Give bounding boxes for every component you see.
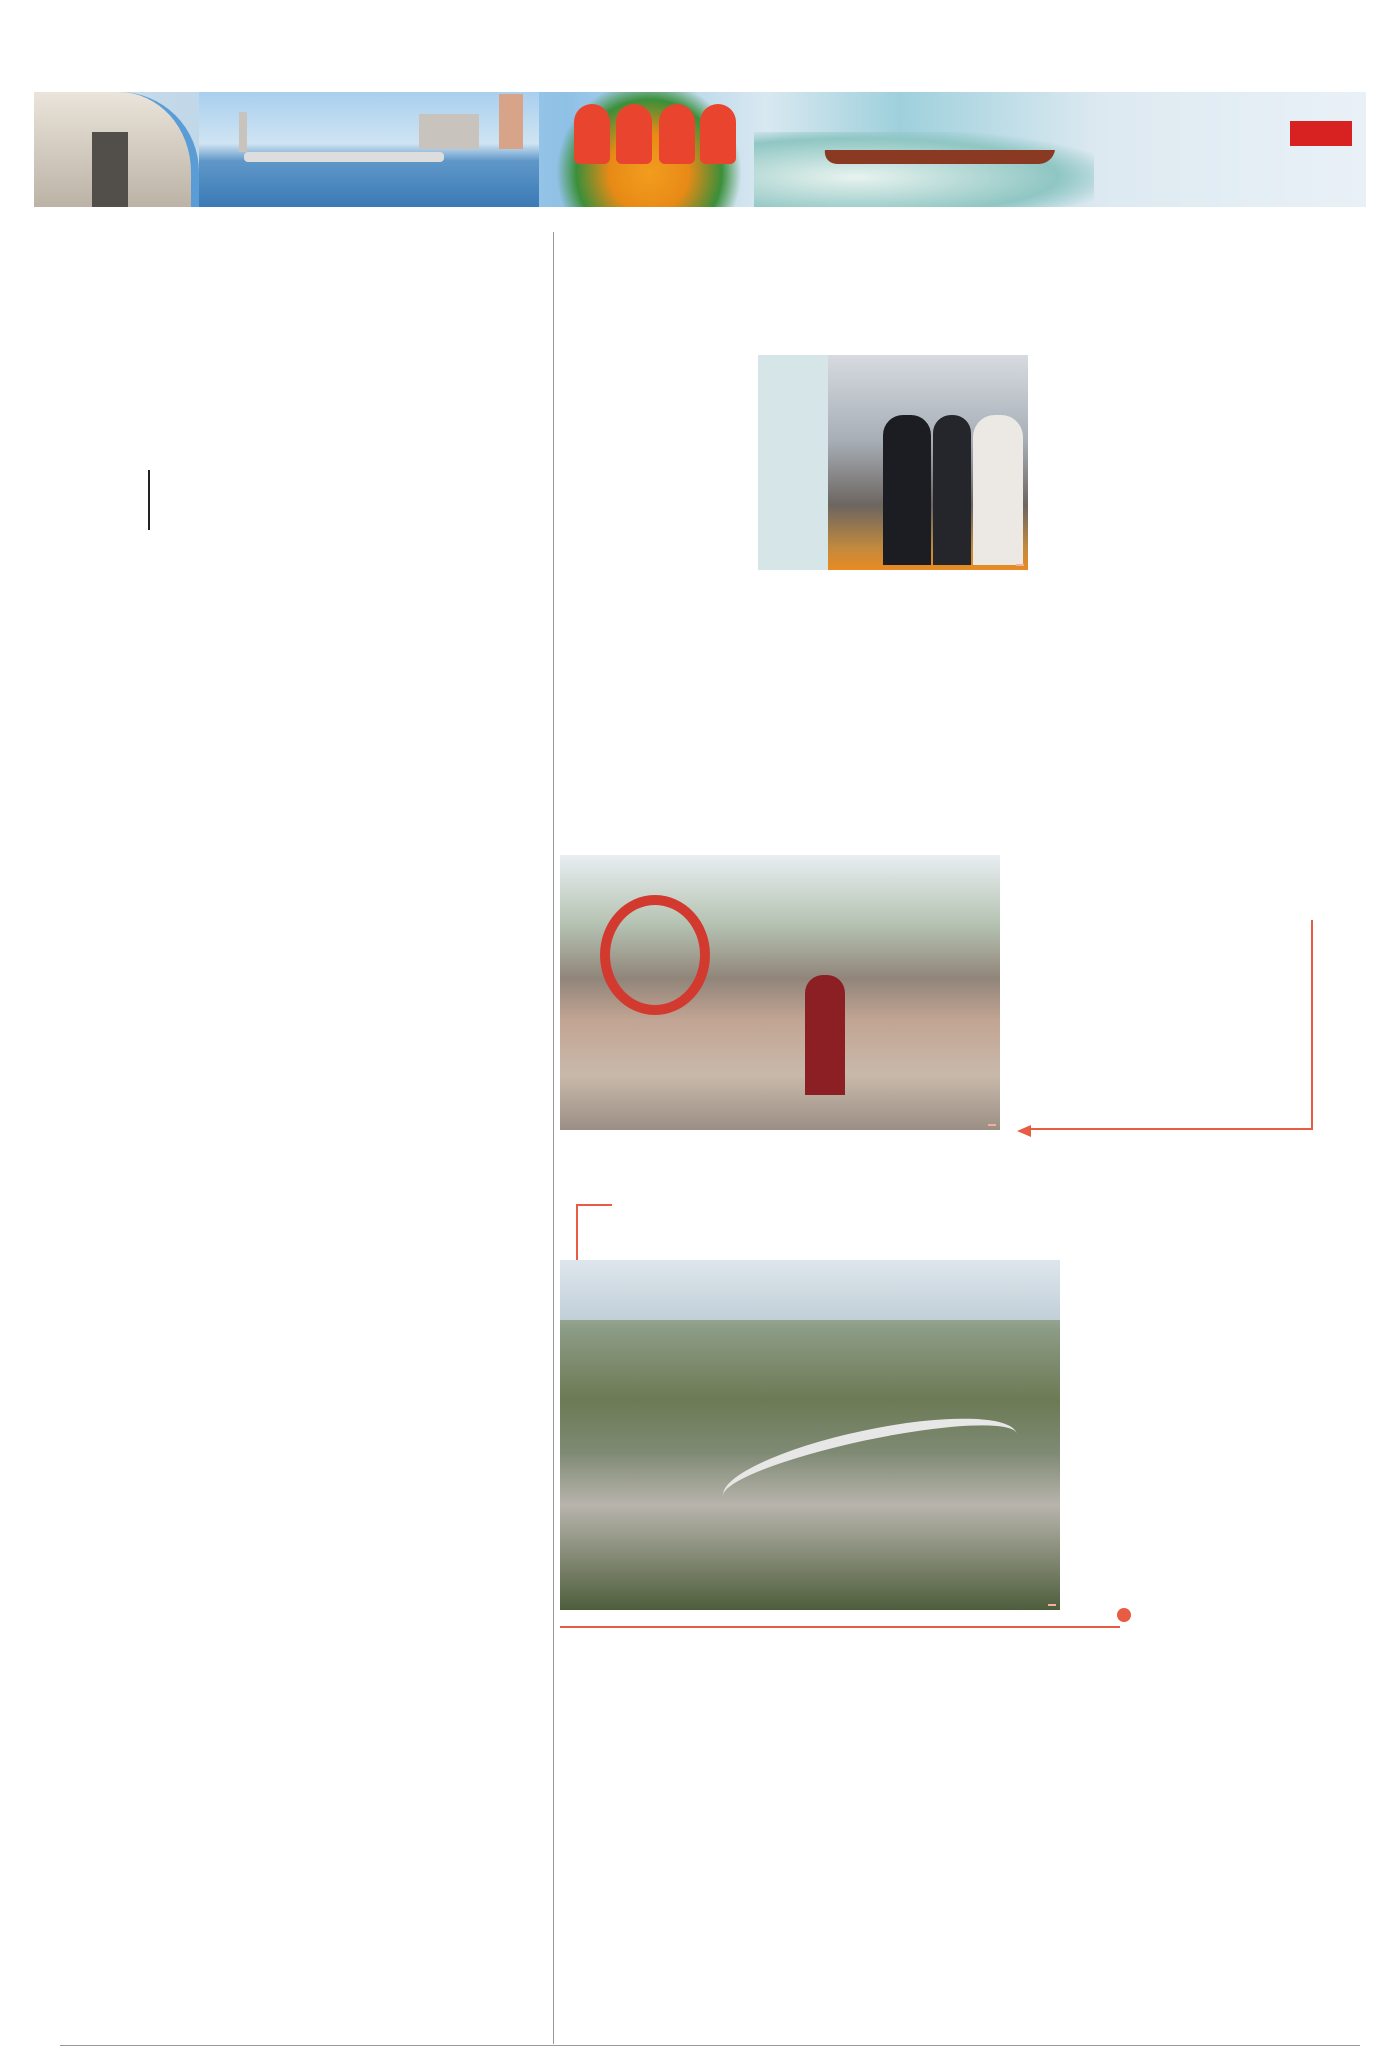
photo-person [973, 415, 1023, 565]
red-rule-decoration [560, 1626, 1120, 1628]
photo-sky [560, 1260, 1060, 1320]
masthead-figure [659, 104, 695, 164]
red-frame-decoration [1028, 920, 1313, 1130]
photo-person [933, 415, 971, 565]
photo-caption [1016, 564, 1024, 566]
arrow-left-icon [1017, 1125, 1031, 1137]
masthead-city-image [199, 92, 539, 207]
photo-caption [988, 1124, 996, 1126]
red-frame-decoration [576, 1204, 612, 1260]
kumquat-tasting-photo [758, 355, 1028, 570]
masthead-water-splash [754, 132, 1094, 207]
masthead-building [499, 94, 523, 149]
masthead-dragon-boat [823, 150, 1055, 164]
highway-photo [560, 1260, 1060, 1610]
photo-caption [1048, 1604, 1056, 1606]
masthead-building [419, 114, 479, 149]
paper-logo [1290, 121, 1352, 146]
masthead-figure [616, 104, 652, 164]
photo-red-sign [600, 895, 710, 1015]
masthead-warehouse-image [34, 92, 199, 207]
lead-article-subtitle [132, 470, 166, 534]
masthead-kumquat-girls-image [544, 92, 754, 207]
photo-highway-road [716, 1400, 1024, 1531]
masthead-figure [574, 104, 610, 164]
subtitle-dash [148, 470, 150, 530]
masthead-building [239, 112, 247, 152]
column-divider [553, 232, 554, 2044]
page-bottom-rule [60, 2045, 1360, 2046]
photo-person [805, 975, 845, 1095]
photo-person [883, 415, 931, 565]
masthead-figure [700, 104, 736, 164]
photo-backdrop-banner [758, 355, 828, 570]
red-dot-decoration [1117, 1608, 1131, 1622]
masthead-bridge [244, 152, 444, 162]
tourism-photo [560, 855, 1000, 1130]
masthead-banner [34, 92, 1366, 207]
